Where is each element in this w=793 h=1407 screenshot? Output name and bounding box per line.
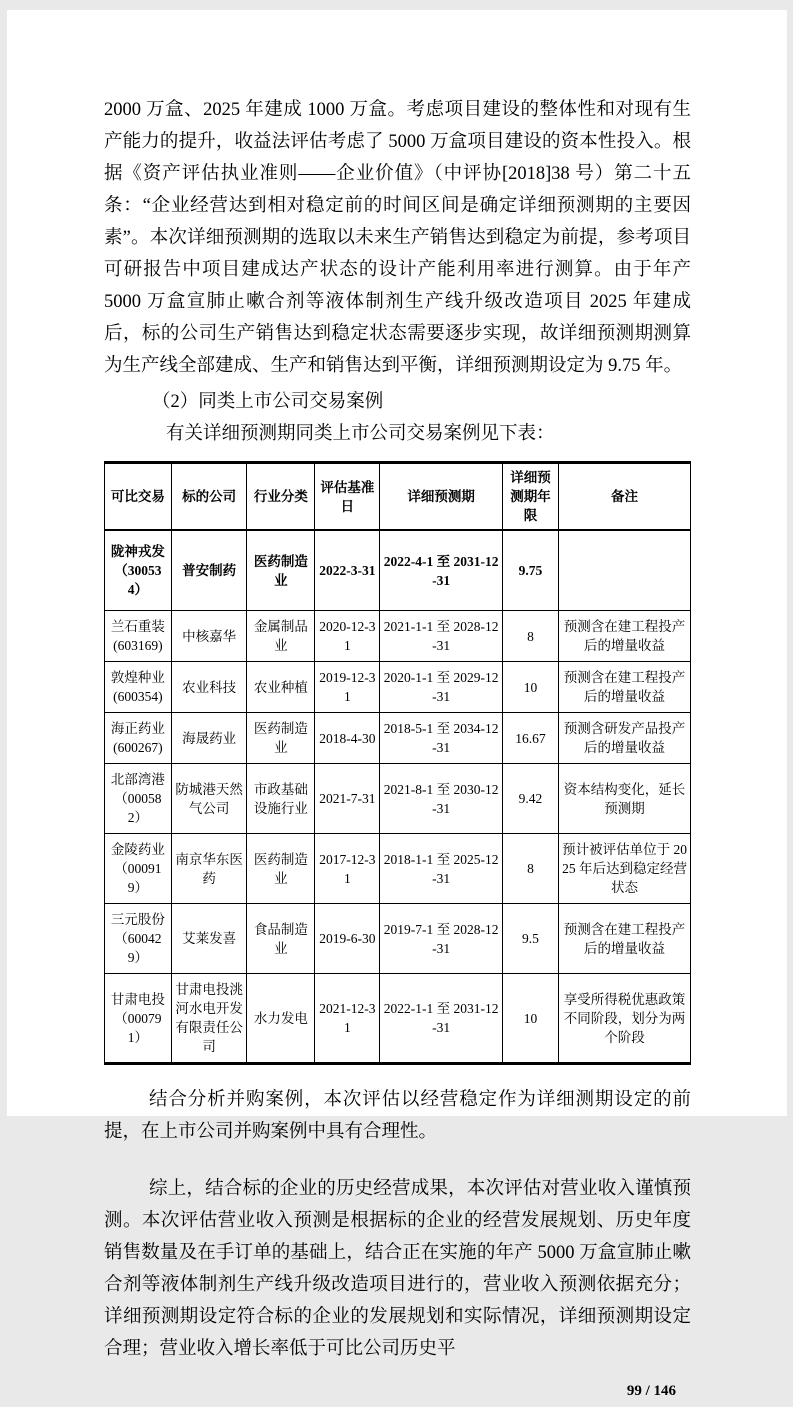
cell-forecast-years: 8 xyxy=(502,834,558,904)
cell-forecast-years: 9.42 xyxy=(502,764,558,834)
cell-remark: 预测含在建工程投产后的增量收益 xyxy=(559,904,691,974)
cell-remark: 预计被评估单位于 2025 年后达到稳定经营状态 xyxy=(559,834,691,904)
paragraph-forecast-period: 2000 万盒、2025 年建成 1000 万盒。考虑项目建设的整体性和对现有生产能力的提升，收益法评估考虑了 5000 万盒项目建设的资本性投入。根据《资产评估执业准则——企业价值》（中评协[2018]38 号）第二十五条：“企业经营达到相对稳定前的时间区间是确定详细预测期的主要因素”。本次详细预测期的选取以未来生产销售达到稳定为前提，参考项目可研报告中项目建成达产状态的设计产能利用率进行测算。由于年产 5000 万盒宣肺止嗽合剂等液体制剂生产线升级改造项目 2025 年建成后，标的公司生产销售达到稳定状态需要逐步实现，故详细预测期测算为生产线全部建成、生产和销售达到平衡，详细预测期设定为 9.75 年。 xyxy=(104,100,691,376)
company-stock-code: (603169) xyxy=(113,638,163,653)
cell-forecast-years: 9.5 xyxy=(502,904,558,974)
cell-base-date: 2022-3-31 xyxy=(315,530,380,611)
cell-target-company: 防城港天然气公司 xyxy=(171,764,247,834)
cell-industry: 农业种植 xyxy=(247,662,315,713)
cell-remark: 预测含在建工程投产后的增量收益 xyxy=(559,662,691,713)
table-row xyxy=(105,713,691,764)
cell-remark: 资本结构变化，延长预测期 xyxy=(559,764,691,834)
cell-target-company: 南京华东医药 xyxy=(171,834,247,904)
cell-forecast-years: 9.75 xyxy=(502,530,558,611)
cell-remark xyxy=(559,530,691,611)
cell-company xyxy=(105,904,172,974)
cell-remark: 享受所得税优惠政策不同阶段，划分为两个阶段 xyxy=(559,974,691,1064)
cell-base-date: 2019-12-31 xyxy=(315,662,380,713)
cell-base-date: 2017-12-31 xyxy=(315,834,380,904)
comparable-transactions-table xyxy=(104,461,691,1065)
cell-industry: 医药制造业 xyxy=(247,713,315,764)
company-stock-code: （300534） xyxy=(114,563,162,597)
cell-forecast-years: 10 xyxy=(502,662,558,713)
table-body xyxy=(105,530,691,1064)
company-name: 三元股份 xyxy=(110,912,165,927)
cell-industry: 金属制品业 xyxy=(247,611,315,662)
company-stock-code: （600429） xyxy=(114,931,162,965)
document-page xyxy=(7,10,787,1399)
company-name: 兰石重装 xyxy=(110,619,165,634)
col-header-forecast-years: 详细预测期年限 xyxy=(502,463,558,531)
cell-company xyxy=(105,764,172,834)
cell-remark: 预测含研发产品投产后的增量收益 xyxy=(559,713,691,764)
cell-forecast-period: 2018-1-1 至 2025-12-31 xyxy=(380,834,502,904)
table-row xyxy=(105,662,691,713)
cell-target-company: 中核嘉华 xyxy=(171,611,247,662)
cell-forecast-period: 2020-1-1 至 2029-12-31 xyxy=(380,662,502,713)
cell-forecast-period: 2018-5-1 至 2034-12-31 xyxy=(380,713,502,764)
cell-target-company: 海晟药业 xyxy=(171,713,247,764)
table-row xyxy=(105,764,691,834)
cell-forecast-years: 10 xyxy=(502,974,558,1064)
cell-forecast-period: 2019-7-1 至 2028-12-31 xyxy=(380,904,502,974)
cell-target-company: 甘肃电投洮河水电开发有限责任公司 xyxy=(171,974,247,1064)
cell-company xyxy=(105,713,172,764)
page-content xyxy=(104,94,691,1399)
cell-base-date: 2021-7-31 xyxy=(315,764,380,834)
paragraph-ma-cases: 结合分析并购案例，本次评估以经营稳定作为详细测期设定的前提，在上市公司并购案例中具有合理性。 xyxy=(104,1090,691,1142)
cell-company xyxy=(105,611,172,662)
cell-company xyxy=(105,662,172,713)
company-stock-code: （000919） xyxy=(114,861,162,895)
company-stock-code: (600267) xyxy=(113,740,163,755)
cell-forecast-period: 2022-1-1 至 2031-12-31 xyxy=(380,974,502,1064)
cell-target-company: 农业科技 xyxy=(171,662,247,713)
cell-base-date: 2018-4-30 xyxy=(315,713,380,764)
cell-remark: 预测含在建工程投产后的增量收益 xyxy=(559,611,691,662)
company-name: 北部湾港 xyxy=(110,772,165,787)
company-name: 甘肃电投 xyxy=(110,991,165,1007)
table-row xyxy=(105,974,691,1064)
cell-company xyxy=(105,530,172,611)
cell-target-company: 普安制药 xyxy=(171,530,247,611)
col-header-remark: 备注 xyxy=(559,463,691,531)
paragraph-summary: 综上，结合标的企业的历史经营成果，本次评估对营业收入谨慎预测。本次评估营业收入预测是根据标的企业的经营发展规划、历史年度销售数量及在手订单的基础上，结合正在实施的年产 5000 万盒宣肺止嗽合剂等液体制剂生产线升级改造项目进行的，营业收入预测依据充分；详细预测期设定符合标的企业的发展规划和实际情况，详细预测期设定合理；营业收入增长率低于可比公司历史平 xyxy=(104,1179,691,1359)
table-intro: 有关详细预测期同类上市公司交易案例见下表： xyxy=(166,424,555,444)
cell-industry: 食品制造业 xyxy=(247,904,315,974)
cell-forecast-years: 16.67 xyxy=(502,713,558,764)
company-name: 敦煌种业 xyxy=(110,670,165,685)
table-header-row xyxy=(105,463,691,531)
col-header-target-company: 标的公司 xyxy=(171,463,247,531)
cell-forecast-years: 8 xyxy=(502,611,558,662)
col-header-valuation-base-date: 评估基准日 xyxy=(315,463,380,531)
company-name: 金陵药业 xyxy=(110,842,165,857)
cell-industry: 水力发电 xyxy=(247,974,315,1064)
cell-base-date: 2020-12-31 xyxy=(315,611,380,662)
col-header-industry: 行业分类 xyxy=(247,463,315,531)
cell-forecast-period: 2021-1-1 至 2028-12-31 xyxy=(380,611,502,662)
table-row xyxy=(105,530,691,611)
cell-base-date: 2019-6-30 xyxy=(315,904,380,974)
company-name: 陇神戎发 xyxy=(110,544,165,559)
cell-industry: 医药制造业 xyxy=(247,530,315,611)
company-stock-code: （000582） xyxy=(114,791,162,825)
cell-forecast-period: 2022-4-1 至 2031-12-31 xyxy=(380,530,502,611)
company-name: 海正药业 xyxy=(110,721,165,736)
section-heading-2: （2）同类上市公司交易案例 xyxy=(152,392,384,412)
company-stock-code: （000791） xyxy=(114,1010,162,1045)
col-header-detailed-forecast-period: 详细预测期 xyxy=(380,463,502,531)
col-header-comparable-transaction: 可比交易 xyxy=(105,463,172,531)
cell-target-company: 艾莱发喜 xyxy=(171,904,247,974)
cell-industry: 市政基础设施行业 xyxy=(247,764,315,834)
table-row xyxy=(105,611,691,662)
page-number: 99 / 146 xyxy=(626,1383,676,1399)
company-stock-code: (600354) xyxy=(113,689,163,704)
cell-forecast-period: 2021-8-1 至 2030-12-31 xyxy=(380,764,502,834)
cell-base-date: 2021-12-31 xyxy=(315,974,380,1064)
cell-company xyxy=(105,974,172,1064)
cell-company xyxy=(105,834,172,904)
table-row xyxy=(105,834,691,904)
cell-industry: 医药制造业 xyxy=(247,834,315,904)
table-row xyxy=(105,904,691,974)
